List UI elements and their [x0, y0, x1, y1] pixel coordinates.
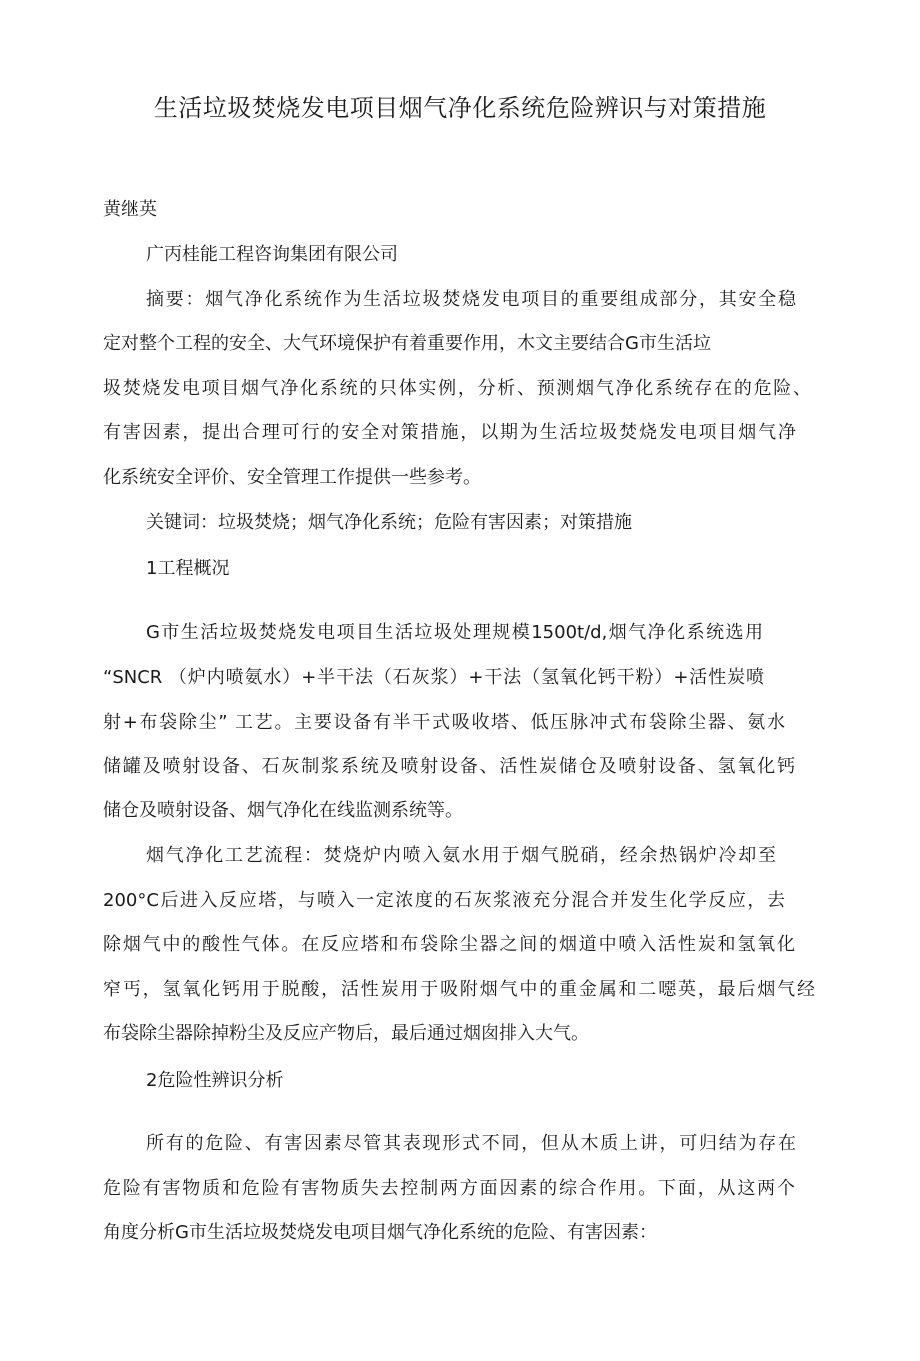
paragraph-line: 储仓及喷射设备、烟气净化在线监测系统等。: [103, 800, 463, 821]
paragraph-line: 角度分析G市生活垃圾焚烧发电项目烟气净化系统的危险、有害因素：: [103, 1222, 657, 1243]
keywords: 关键词：垃圾焚烧；烟气净化系统；危险有害因素；对策措施: [146, 512, 632, 533]
paragraph-line: 射+布袋除尘” 工艺。主要设备有半干式吸收塔、低压脉冲式布袋除尘器、氨水: [103, 712, 785, 733]
abstract-line: 圾焚烧发电项目烟气净化系统的只体实例，分析、预测烟气净化系统存在的危险、: [103, 378, 811, 399]
paragraph-line: 布袋除尘器除掉粉尘及反应产物后，最后通过烟囱排入大气。: [103, 1023, 589, 1044]
paragraph-line: 储罐及喷射设备、石灰制浆系统及喷射设备、活性炭储仓及喷射设备、氢氧化钙: [103, 756, 795, 777]
section-heading-2: 2危险性辨识分析: [146, 1070, 284, 1091]
paragraph-line: 除烟气中的酸性气体。在反应塔和布袋除尘器之间的烟道中喷入活性炭和氢氧化: [103, 934, 795, 955]
paragraph-line: 所有的危险、有害因素尽管其表现形式不同，但从木质上讲，可归结为存在: [146, 1133, 796, 1154]
abstract-line: 化系统安全评价、安全管理工作提供一些参考。: [103, 467, 481, 488]
paragraph-line: 烟气净化工艺流程：焚烧炉内喷入氨水用于烟气脱硝，经余热锅炉冷却至: [146, 845, 776, 866]
paragraph-line: 危险有害物质和危险有害物质失去控制两方面因素的综合作用。下面，从这两个: [103, 1178, 795, 1199]
abstract-line: 摘要：烟气净化系统作为生活垃圾焚烧发电项目的重要组成部分，其安全稳: [146, 289, 796, 310]
paragraph-line: “SNCR （炉内喷氨水）+半干法（石灰浆）+干法（氢氧化钙干粉）+活性炭喷: [103, 667, 764, 688]
abstract-line: 有害因素，提出合理可行的安全对策措施，以期为生活垃圾焚烧发电项目烟气净: [103, 422, 796, 443]
paragraph-line: G市生活垃圾焚烧发电项目生活垃圾处理规模1500t/d,烟气净化系统选用: [146, 622, 763, 643]
document-title: 生活垃圾焚烧发电项目烟气净化系统危险辨识与对策措施: [153, 94, 767, 122]
paragraph-line: 窄丐，氢氧化钙用于脱酸，活性炭用于吸附烟气中的重金属和二噁英，最后烟气经: [103, 979, 815, 1000]
affiliation: 广丙桂能工程咨询集团有限公司: [146, 244, 398, 265]
section-heading-1: 1工程概况: [146, 558, 230, 579]
abstract-line: 定对整个工程的安全、大气环境保护有着重要作用，木文主要结合G市生活垃: [103, 333, 711, 354]
paragraph-line: 200°C后进入反应塔，与喷入一定浓度的石灰浆液充分混合并发生化学反应，去: [103, 890, 785, 911]
author-name: 黄继英: [103, 199, 157, 220]
